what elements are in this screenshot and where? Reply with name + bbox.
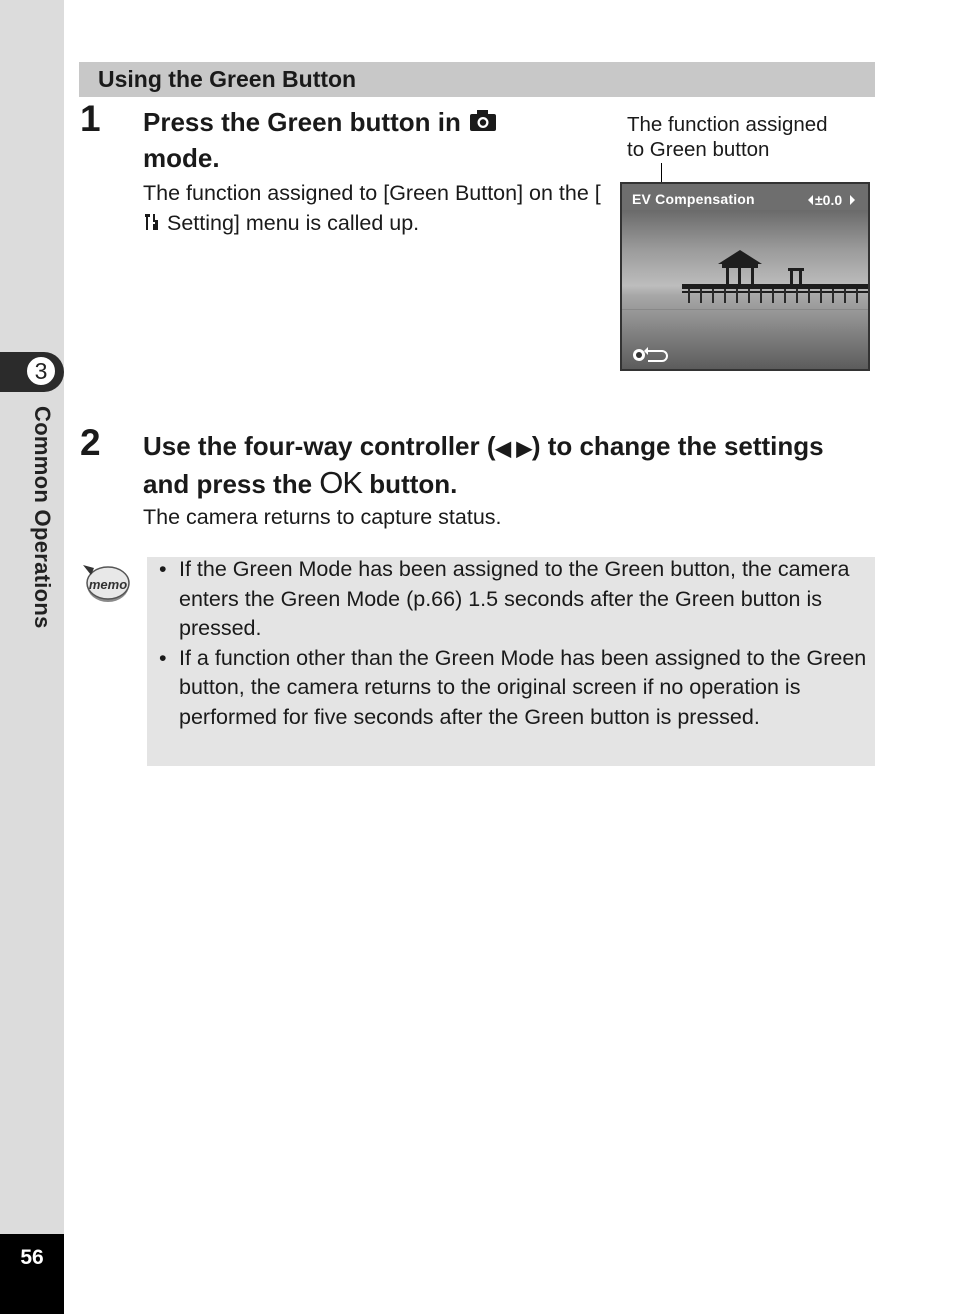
chapter-sidebar [0,0,64,1314]
section-title: Using the Green Button [98,66,357,92]
lcd-value: ±0.0 [815,192,843,208]
page-number: 56 [20,1246,44,1269]
step-1-number: 1 [80,98,101,139]
left-right-arrows-icon: ◀ ▶ [495,438,532,460]
step-2-heading [143,429,843,501]
step-2-number: 2 [80,422,101,463]
step-2-body: The camera returns to capture status. [143,505,502,529]
memo-item [159,555,869,644]
lcd-menu-label: EV Compensation [632,191,755,207]
memo-list [159,555,869,732]
step-1-heading [143,105,583,175]
callout-label [627,112,828,162]
step-1-body [143,178,603,240]
memo-icon [80,560,132,606]
step-1-heading-text: Press the Green button in [143,107,461,137]
camera-icon [468,107,498,141]
step-2-heading-mid: ) to change the settings and press the [143,431,824,499]
svg-text:memo: memo [88,577,128,592]
step-2-heading-text: Use the four-way controller ( [143,431,496,461]
step-1-body-end: Setting] menu is called up. [161,211,420,235]
ok-button-icon: OK [319,465,363,500]
section-header-bar [79,62,875,97]
bullet: • [159,645,167,670]
camera-lcd-screen [620,182,870,371]
callout-line-1: The function assigned [627,113,828,136]
step-1-body-text: The function assigned to [Green Button] on the [ [143,181,601,205]
chapter-number: 3 [26,356,56,386]
lcd-photo [622,184,868,369]
chapter-title: Common Operations [30,406,55,629]
memo-item-text: If the Green Mode has been assigned to the Green button, the camera enters the Green Mode (p.66) 1.5 seconds after the Green button is pressed. [179,557,850,640]
memo-item [159,644,869,733]
step-2-heading-end: button. [362,469,458,499]
callout-line-2: to Green button [627,138,770,161]
step-1-heading-mode: mode. [143,143,220,173]
memo-item-text: If a function other than the Green Mode has been assigned to the Green button, the camera returns to the original screen if no operation is performed for five seconds after the Green button is pressed. [179,645,867,729]
memo-box [147,557,875,766]
bullet: • [159,557,167,581]
wrench-setting-icon [143,210,161,240]
